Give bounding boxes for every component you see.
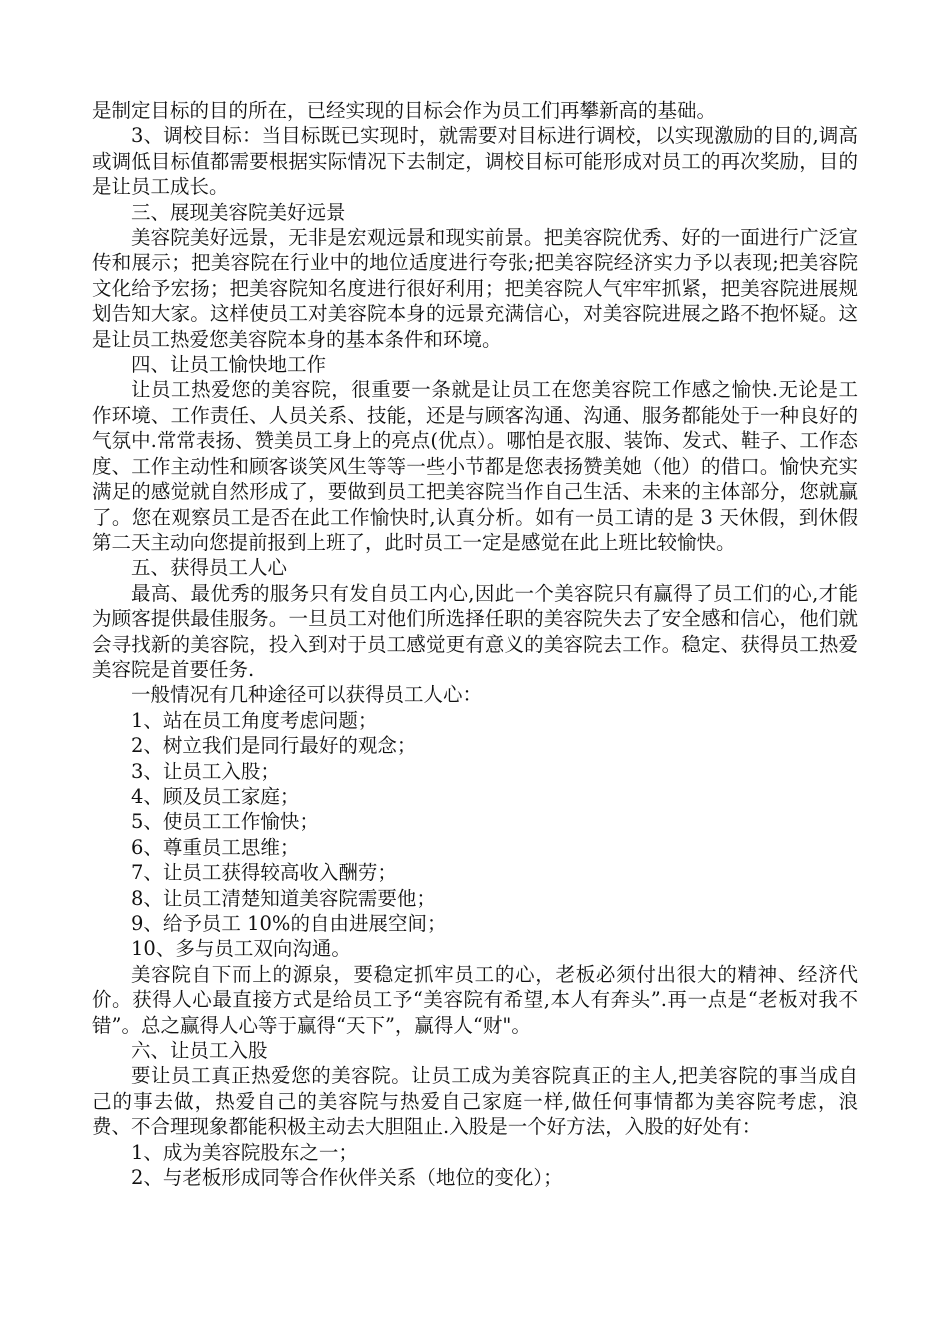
list-item: 10、多与员工双向沟通。 [131,937,351,961]
list-item: 1、成为美容院股东之一； [131,1140,358,1164]
paragraph-shares: 要让员工真正热爱您的美容院。让员工成为美容院真正的主人,把美容院的事当成自己的事去做，热爱自己的美容院与热爱自己家庭一样,做任何事情都为美容院考虑，浪费、不合理现象都能积极主动去大胆阻止.入股是一个好方法，入股的好处有： [92,1064,858,1139]
list-item: 7、让员工获得较高收入酬劳； [131,861,397,885]
list-item: 2、与老板形成同等合作伙伴关系（地位的变化）； [131,1166,563,1190]
list-item: 2、树立我们是同行最好的观念； [131,734,417,758]
list-item: 1、站在员工角度考虑问题； [131,708,378,732]
paragraph-win-hearts: 最高、最优秀的服务只有发自员工内心,因此一个美容院只有赢得了员工们的心,才能为顾客提供最佳服务。一旦员工对他们所选择任职的美容院失去了安全感和信心，他们就会寻找新的美容院，投入到对于员工感觉更有意义的美容院去工作。稳定、获得员工热爱美容院是首要任务. [92,581,858,681]
paragraph-vision: 美容院美好远景，无非是宏观远景和现实前景。把美容院优秀、好的一面进行广泛宣传和展示；把美容院在行业中的地位适度进行夸张;把美容院经济实力予以表现;把美容院文化给予宏扬；把美容院知名度进行很好利用；把美容院人气牢牢抓紧，把美容院进展规划告知大家。这样使员工对美容院本身的远景充满信心，对美容院进展之路不抱怀疑。这是让员工热爱您美容院本身的基本条件和环境。 [92,226,858,351]
list-item: 3、让员工入股； [131,759,280,783]
section-heading-6: 六、让员工入股 [131,1039,268,1063]
list-item: 6、尊重员工思维； [131,835,300,859]
section-heading-4: 四、让员工愉快地工作 [131,353,327,377]
paragraph-1: 是制定目标的目的所在，已经实现的目标会作为员工们再攀新高的基础。 [92,99,717,122]
list-item: 5、使员工工作愉快； [131,810,319,834]
paragraph-ways-intro: 一般情况有几种途径可以获得员工人心： [131,683,483,707]
section-heading-5: 五、获得员工人心 [131,556,288,580]
list-item: 9、给予员工 10%的自由进展空间； [131,912,447,935]
section-heading-3: 三、展现美容院美好远景 [131,200,346,224]
paragraph-happy-work: 让员工热爱您的美容院，很重要一条就是让员工在您美容院工作感之愉快.无论是工作环境、工作责任、人员关系、技能，还是与顾客沟通、沟通、服务都能处于一种良好的气氛中.常常表扬、赞美员工身上的亮点(优点）。哪怕是衣服、装饰、发式、鞋子、工作态度、工作主动性和顾客谈笑风生等等一些小节都是您表扬赞美她（他）的借口。愉快充实满足的感觉就自然形成了，要做到员工把美容院当作自己生活、未来的主体部分，您就赢了。您在观察员工是否在此工作愉快时,认真分析。如有一员工请的是 3 天休假，到休假第二天主动向您提前报到上班了，此时员工一定是感觉在此上班比较愉快。 [92,378,858,554]
list-item: 4、顾及员工家庭； [131,784,300,808]
paragraph-source: 美容院自下而上的源泉，要稳定抓牢员工的心，老板必须付出很大的精神、经济代价。获得人心最直接方式是给员工予“美容院有希望,本人有奔头”.再一点是“老板对我不错”。总之赢得人心等于赢得“天下”，赢得人“财"。 [92,962,858,1037]
list-item: 8、让员工清楚知道美容院需要他； [131,886,436,910]
paragraph-adjust-goal: 3、调校目标：当目标既已实现时，就需要对目标进行调校，以实现激励的目的,调高或调低目标值都需要根据实际情况下去制定，调校目标可能形成对员工的再次奖励，目的是让员工成长。 [92,124,858,199]
